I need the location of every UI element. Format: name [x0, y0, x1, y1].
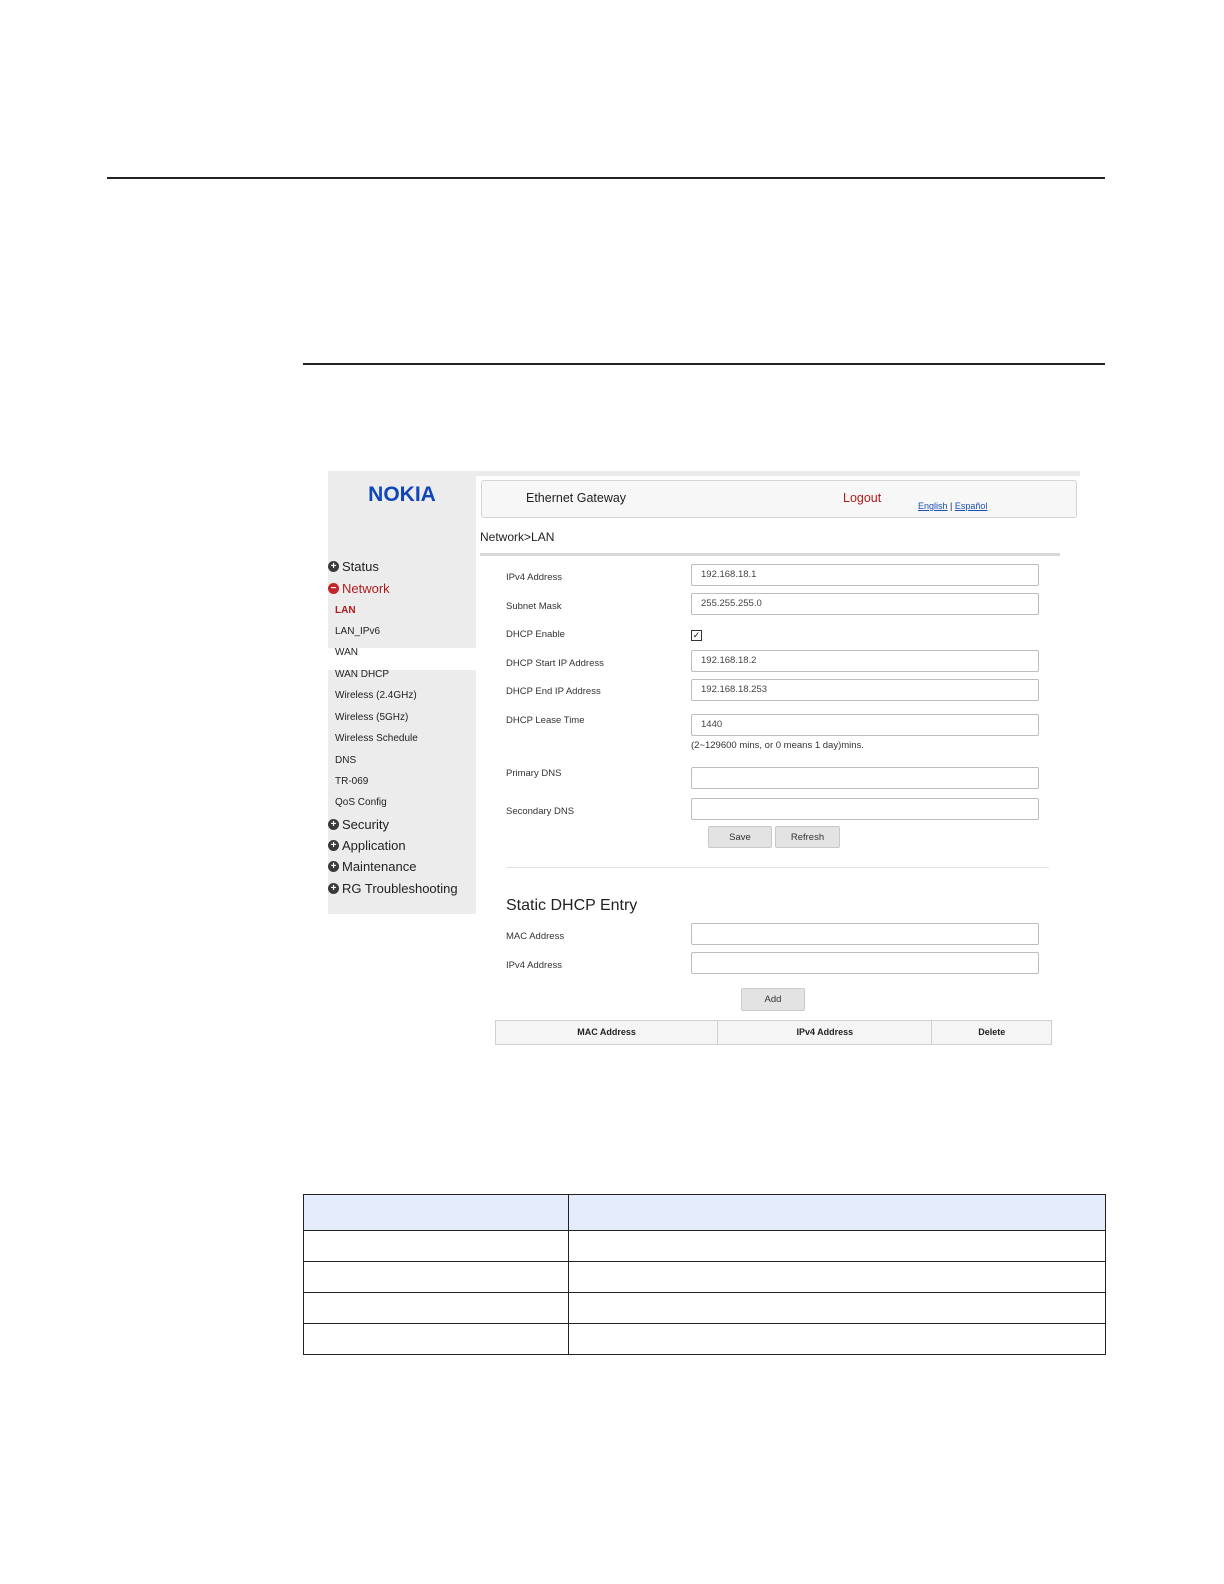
- minus-icon: −: [328, 583, 339, 594]
- header-top-bar: [476, 471, 1080, 476]
- document-rule-top: [107, 177, 1105, 179]
- table-cell: [304, 1231, 569, 1262]
- table-cell: [569, 1231, 1106, 1262]
- static-ipv4-input[interactable]: [691, 952, 1039, 974]
- sidebar-item-label: RG Troubleshooting: [342, 881, 458, 896]
- sidebar-item-status[interactable]: [328, 559, 379, 574]
- table-header-cell: [304, 1195, 569, 1231]
- ipv4-address-input[interactable]: 192.168.18.1: [691, 564, 1039, 586]
- document-rule-section: [303, 363, 1105, 365]
- sidebar-item-wan-dhcp[interactable]: WAN DHCP: [335, 669, 390, 680]
- table-cell: [569, 1324, 1106, 1355]
- dhcp-enable-checkbox[interactable]: ✓: [692, 630, 701, 640]
- sidebar-item-label: Maintenance: [342, 859, 417, 874]
- refresh-button[interactable]: Refresh: [775, 826, 840, 848]
- sidebar-item-network[interactable]: [328, 581, 390, 596]
- subnet-mask-label: Subnet Mask: [506, 601, 562, 612]
- primary-dns-input[interactable]: [691, 767, 1039, 789]
- sidebar-item-application[interactable]: [328, 838, 406, 853]
- subnet-mask-input[interactable]: 255.255.255.0: [691, 593, 1039, 615]
- app-title: Ethernet Gateway: [526, 491, 627, 505]
- table-cell: [304, 1324, 569, 1355]
- sidebar: [328, 519, 476, 914]
- plus-icon: +: [328, 819, 339, 830]
- table-header-cell: [569, 1195, 1106, 1231]
- table-cell: [304, 1293, 569, 1324]
- column-ipv4-address[interactable]: IPv4 Address: [718, 1021, 932, 1044]
- column-delete[interactable]: Delete: [978, 1027, 1006, 1037]
- ipv4-address-label: IPv4 Address: [506, 572, 562, 583]
- header-bar: [481, 480, 1077, 518]
- dhcp-start-label: DHCP Start IP Address: [506, 658, 604, 669]
- sidebar-item-wan[interactable]: WAN: [335, 647, 358, 658]
- breadcrumb-divider: [480, 553, 1060, 556]
- table-row: [304, 1324, 1106, 1355]
- nokia-logo: NOKIA: [368, 483, 436, 506]
- language-separator: |: [950, 501, 953, 511]
- mac-address-input[interactable]: [691, 923, 1039, 945]
- sidebar-item-tr069[interactable]: TR-069: [335, 776, 369, 787]
- table-row: [304, 1231, 1106, 1262]
- table-row: [304, 1262, 1106, 1293]
- section-divider: [506, 867, 1049, 868]
- primary-dns-label: Primary DNS: [506, 768, 562, 779]
- table-header-row: [304, 1195, 1106, 1231]
- logout-link[interactable]: Logout: [843, 491, 882, 505]
- column-mac-address[interactable]: MAC Address: [496, 1021, 718, 1044]
- lease-time-input[interactable]: 1440: [691, 714, 1039, 736]
- plus-icon: +: [328, 840, 339, 851]
- lease-time-hint: (2~129600 mins, or 0 means 1 day)mins.: [691, 740, 864, 751]
- sidebar-item-security[interactable]: [328, 817, 389, 832]
- document-table: [303, 1194, 1106, 1355]
- mac-address-label: MAC Address: [506, 931, 565, 942]
- sidebar-item-wireless-24[interactable]: Wireless (2.4GHz): [335, 690, 417, 701]
- secondary-dns-input[interactable]: [691, 798, 1039, 820]
- dhcp-end-label: DHCP End IP Address: [506, 686, 601, 697]
- sidebar-item-label: Security: [342, 817, 389, 832]
- english-link[interactable]: English: [918, 501, 948, 511]
- espanol-link[interactable]: Español: [954, 501, 988, 511]
- secondary-dns-label: Secondary DNS: [506, 806, 575, 817]
- plus-icon: +: [328, 561, 339, 572]
- gateway-screenshot: [328, 471, 1080, 1051]
- dhcp-end-input[interactable]: 192.168.18.253: [691, 679, 1039, 701]
- breadcrumb: Network>LAN: [480, 530, 555, 544]
- save-button[interactable]: Save: [708, 826, 772, 848]
- static-dhcp-table-header: [495, 1020, 1052, 1045]
- sidebar-item-qos-config[interactable]: QoS Config: [335, 797, 387, 808]
- sidebar-item-label: Application: [342, 838, 406, 853]
- static-dhcp-title: Static DHCP Entry: [506, 897, 638, 914]
- static-ipv4-label: IPv4 Address: [506, 960, 562, 971]
- sidebar-item-label: Status: [342, 559, 379, 574]
- lease-time-label: DHCP Lease Time: [506, 715, 585, 726]
- logo: [328, 471, 476, 519]
- dhcp-enable-label: DHCP Enable: [506, 629, 565, 640]
- table-cell: [304, 1262, 569, 1293]
- add-button[interactable]: Add: [741, 988, 805, 1011]
- sidebar-item-wireless-schedule[interactable]: Wireless Schedule: [335, 733, 418, 744]
- sidebar-item-label: Network: [342, 581, 390, 596]
- sidebar-item-maintenance[interactable]: [328, 859, 416, 874]
- plus-icon: +: [328, 883, 339, 894]
- table-cell: [569, 1262, 1106, 1293]
- language-switch: [918, 501, 987, 511]
- table-cell: [569, 1293, 1106, 1324]
- dhcp-start-input[interactable]: 192.168.18.2: [691, 650, 1039, 672]
- sidebar-item-lan-ipv6[interactable]: LAN_IPv6: [335, 626, 381, 637]
- sidebar-item-rg-troubleshooting[interactable]: [328, 881, 458, 896]
- sidebar-item-lan[interactable]: LAN: [335, 605, 356, 616]
- sidebar-item-wireless-5[interactable]: Wireless (5GHz): [335, 712, 409, 723]
- table-row: [304, 1293, 1106, 1324]
- sidebar-item-dns[interactable]: DNS: [335, 755, 357, 766]
- plus-icon: +: [328, 861, 339, 872]
